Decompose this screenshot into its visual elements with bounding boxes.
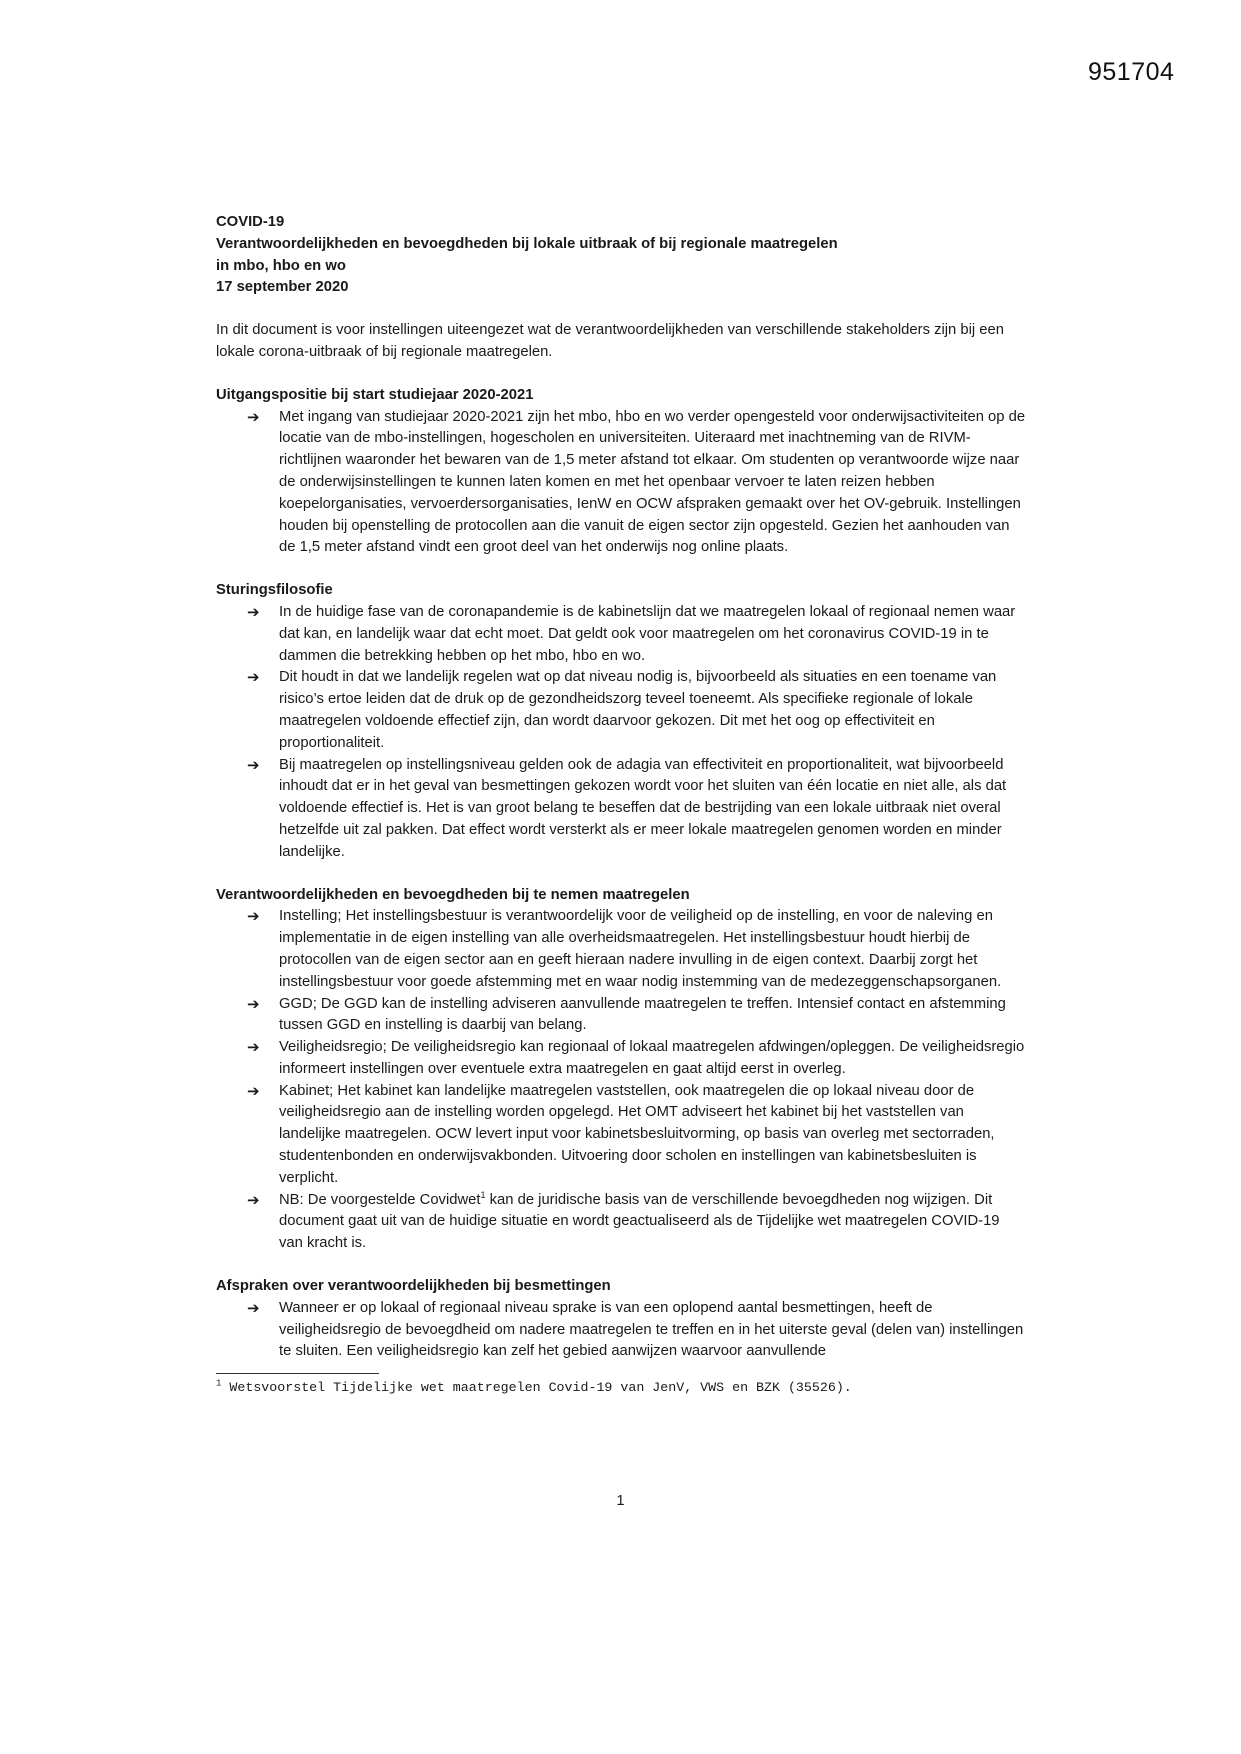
- list-item-nb: [216, 1190, 1026, 1255]
- list-item-text: Met ingang van studiejaar 2020-2021 zijn het mbo, hbo en wo verder opengesteld voor onderwijsactiviteiten op de locatie van de mbo-instellingen, hogescholen en universiteiten. Uiteraard met inachtneming van de RIVM-richtlijnen waaronder het bewaren van de 1,5 meter afstand tot elkaar. Om studenten op verantwoorde wijze naar de onderwijsinstellingen te kunnen laten komen en met het openbaar vervoer te laten reizen hebben koepelorganisaties, vervoerdersorganisaties, IenW en OCW afspraken gemaakt over het OV-gebruik. Instellingen houden bij openstelling de protocollen aan die vanuit de eigen sector zijn opgesteld. Gezien het aanhouden van de 1,5 meter afstand vindt een groot deel van het onderwijs nog online plaats.: [279, 408, 1026, 556]
- bullet-list: [216, 602, 1026, 864]
- intro-paragraph: In dit document is voor instellingen uiteengezet wat de verantwoordelijkheden van verschillende stakeholders zijn bij een lokale corona-uitbraak of bij regionale maatregelen.: [216, 322, 1004, 360]
- document-id: 951704: [1088, 58, 1175, 86]
- list-item-text: Bij maatregelen op instellingsniveau gelden ook de adagia van effectiviteit en proportionaliteit, wat bijvoorbeeld inhoudt dat er in het geval van besmettingen gekozen wordt voor het sluiten van één locatie en niet alle, als dat voldoende effectief is. Het is van groot belang te beseffen dat de bestrijding van een lokale uitbraak niet overal hetzelfde uit zal pakken. Dat effect wordt versterkt als er meer lokale maatregelen genomen worden en minder landelijke.: [279, 756, 1007, 860]
- title-line: in mbo, hbo en wo: [216, 257, 346, 274]
- list-item-text: Instelling; Het instellingsbestuur is verantwoordelijk voor de veiligheid op de instelling, en voor de naleving en implementatie in de eigen instelling van alle overheidsmaatregelen. Het instellingsbestuur houdt hierbij de protocollen van de eigen sector aan en geeft hieraan nadere invulling in de eigen context. Daarbij zorgt het instellingsbestuur voor goede afstemming met en waar nodig instemming van de medezeggenschapsorganen.: [279, 908, 1002, 990]
- list-item: [216, 1081, 1026, 1190]
- footnote-mark: 1: [216, 1378, 222, 1389]
- list-item: [216, 994, 1026, 1038]
- list-item-text: Wanneer er op lokaal of regionaal niveau sprake is van een oplopend aantal besmettingen, heeft de veiligheidsregio de bevoegdheid om nadere maatregelen te treffen en in het uiterste geval (delen van) instellingen te sluiten. Een veiligheidsregio kan zelf het gebied aanwijzen waarvoor aanvullende: [279, 1299, 1024, 1360]
- list-item: [216, 1298, 1026, 1363]
- footnote-divider: [216, 1373, 379, 1374]
- bullet-list: [216, 906, 1026, 1255]
- arrow-right-icon: ➔: [247, 1039, 260, 1057]
- arrow-right-icon: ➔: [247, 603, 260, 621]
- arrow-right-icon: ➔: [247, 669, 260, 687]
- nb-text-after: kan de juridische basis van de verschillende bevoegdheden nog wijzigen. Dit document gaat uit van de huidige situatie en wordt geactualiseerd als de Tijdelijke wet maatregelen COVID-19 van kracht is.: [279, 1191, 1000, 1252]
- list-item: [216, 906, 1026, 993]
- title-date: 17 september 2020: [216, 279, 349, 296]
- arrow-right-icon: ➔: [247, 1191, 260, 1209]
- arrow-right-icon: ➔: [247, 756, 260, 774]
- list-item-text: Dit houdt in dat we landelijk regelen wat op dat niveau nodig is, bijvoorbeeld als situaties en een toename van risico’s ertoe leiden dat de druk op de gezondheidszorg teveel toeneemt. Als specifieke regionale of lokale maatregelen voldoende effectief zijn, dan wordt daarvoor gekozen. Dit met het oog op effectiviteit en proportionaliteit.: [279, 669, 997, 751]
- arrow-right-icon: ➔: [247, 1299, 260, 1317]
- section-heading-uitgangspositie: Uitgangspositie bij start studiejaar 2020-2021: [216, 386, 534, 403]
- title-line: Verantwoordelijkheden en bevoegdheden bij lokale uitbraak of bij regionale maatregelen: [216, 235, 838, 252]
- arrow-right-icon: ➔: [247, 995, 260, 1013]
- section-heading-verantwoordelijkheden: Verantwoordelijkheden en bevoegdheden bij te nemen maatregelen: [216, 886, 690, 903]
- nb-text-before: NB: De voorgestelde Covidwet: [279, 1191, 481, 1208]
- title-block: [216, 212, 1026, 299]
- list-item-text: GGD; De GGD kan de instelling adviseren aanvullende maatregelen te treffen. Intensief contact en afstemming tussen GGD en instelling is daarbij van belang.: [279, 995, 1006, 1034]
- list-item: [216, 1037, 1026, 1081]
- arrow-right-icon: ➔: [247, 408, 260, 426]
- bullet-list: [216, 1298, 1026, 1363]
- bullet-list: [216, 407, 1026, 560]
- page-number: 1: [616, 1493, 625, 1509]
- list-item: [216, 667, 1026, 754]
- list-item: [216, 602, 1026, 667]
- arrow-right-icon: ➔: [247, 908, 260, 926]
- list-item-text: Kabinet; Het kabinet kan landelijke maatregelen vaststellen, ook maatregelen die op lokaal niveau door de veiligheidsregio aan de instelling worden opgelegd. Het OMT adviseert het kabinet bij het vaststellen van landelijke maatregelen. OCW levert input voor kabinetsbesluitvorming, op basis van overleg met sectorraden, studentenbonden en onderwijsvakbonden. Uitvoering door scholen en instellingen van kabinetsbesluiten is verplicht.: [279, 1082, 995, 1186]
- footnote-reference[interactable]: 1: [480, 1189, 486, 1200]
- footnote: [216, 1378, 1026, 1398]
- document-body: [216, 212, 1026, 1398]
- list-item-text: Veiligheidsregio; De veiligheidsregio kan regionaal of lokaal maatregelen afdwingen/opleggen. De veiligheidsregio informeert instellingen over eventuele extra maatregelen en gaat altijd eerst in overleg.: [279, 1039, 1025, 1077]
- footnote-text: Wetsvoorstel Tijdelijke wet maatregelen Covid-19 van JenV, VWS en BZK (35526).: [221, 1380, 852, 1396]
- list-item: [216, 407, 1026, 560]
- section-heading-sturingsfilosofie: Sturingsfilosofie: [216, 582, 333, 599]
- title-line: COVID-19: [216, 214, 285, 230]
- list-item: [216, 755, 1026, 864]
- list-item-text: In de huidige fase van de coronapandemie is de kabinetslijn dat we maatregelen lokaal of regionaal nemen waar dat kan, en landelijk waar dat echt moet. Dat geldt ook voor maatregelen om het coronavirus COVID-19 in te dammen die betrekking hebben op het mbo, hbo en wo.: [279, 603, 1016, 664]
- arrow-right-icon: ➔: [247, 1082, 260, 1100]
- section-heading-afspraken: Afspraken over verantwoordelijkheden bij besmettingen: [216, 1278, 611, 1295]
